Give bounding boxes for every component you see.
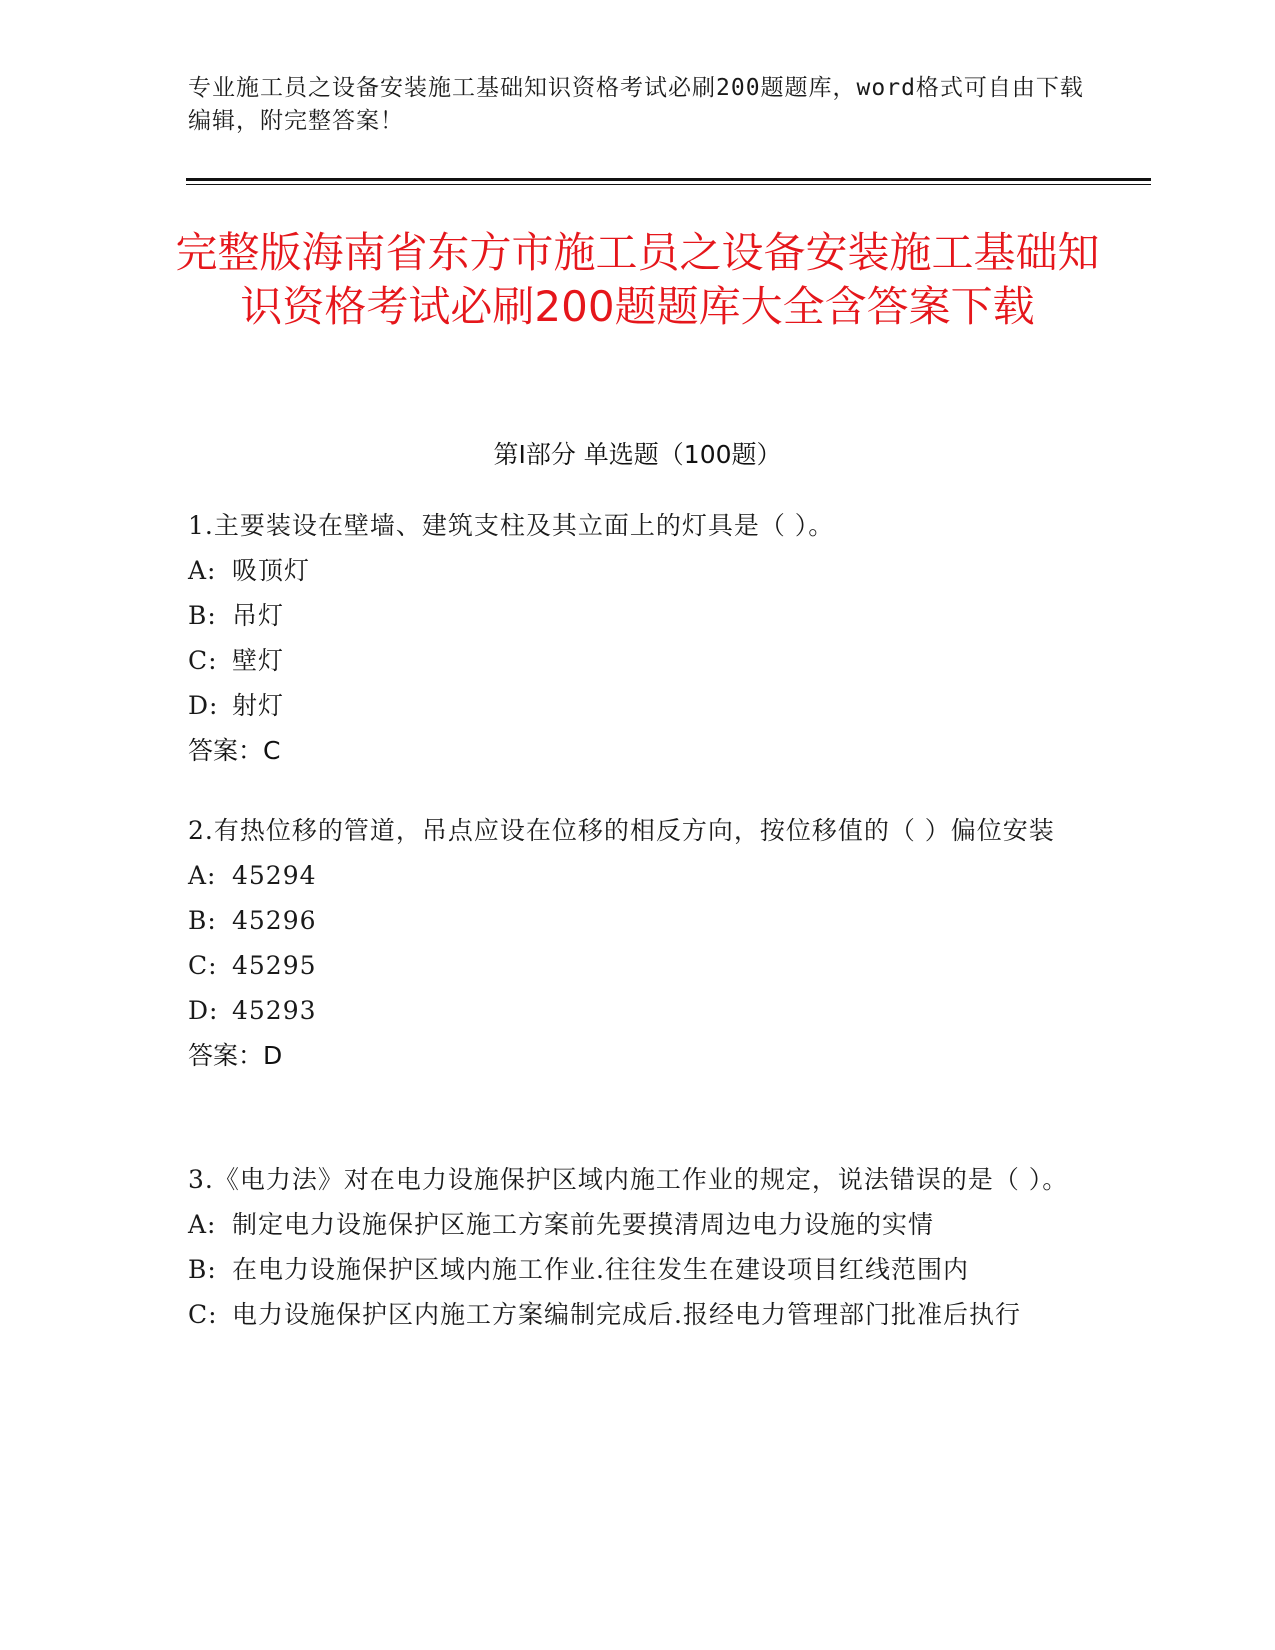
question-1 bbox=[188, 503, 1088, 773]
option-letter: C: bbox=[188, 1300, 218, 1329]
option-letter: A: bbox=[188, 1210, 217, 1239]
question-stem: 1.主要装设在壁墙、建筑支柱及其立面上的灯具是（ ）。 bbox=[188, 511, 835, 540]
header-divider-thick bbox=[186, 178, 1151, 181]
option-text: 在电力设施保护区域内施工作业.往往发生在建设项目红线范围内 bbox=[232, 1255, 969, 1284]
question-2 bbox=[188, 808, 1088, 1078]
answer-line: 答案：C bbox=[188, 736, 281, 765]
option-letter: B: bbox=[188, 601, 217, 630]
question-3 bbox=[188, 1157, 1088, 1337]
option-letter: A: bbox=[188, 861, 217, 890]
option-b bbox=[188, 593, 1088, 638]
option-a bbox=[188, 1202, 1088, 1247]
option-b bbox=[188, 898, 1088, 943]
option-text: 45295 bbox=[232, 951, 317, 980]
option-a bbox=[188, 853, 1088, 898]
option-text: 壁灯 bbox=[232, 646, 285, 675]
option-letter: D: bbox=[188, 691, 219, 720]
option-letter: B: bbox=[188, 1255, 217, 1284]
option-c bbox=[188, 638, 1088, 683]
option-d bbox=[188, 988, 1088, 1033]
option-text: 吊灯 bbox=[232, 601, 285, 630]
option-text: 射灯 bbox=[232, 691, 285, 720]
option-letter: D: bbox=[188, 996, 219, 1025]
option-text: 45293 bbox=[232, 996, 317, 1025]
option-a bbox=[188, 548, 1088, 593]
option-d bbox=[188, 683, 1088, 728]
question-stem: 2.有热位移的管道，吊点应设在位移的相反方向，按位移值的（ ）偏位安装 bbox=[188, 816, 1055, 845]
option-text: 45296 bbox=[232, 906, 317, 935]
section-heading: 第Ⅰ部分 单选题（100题） bbox=[493, 440, 782, 469]
option-text: 制定电力设施保护区施工方案前先要摸清周边电力设施的实情 bbox=[232, 1210, 935, 1239]
option-text: 45294 bbox=[232, 861, 317, 890]
option-letter: C: bbox=[188, 646, 218, 675]
option-letter: C: bbox=[188, 951, 218, 980]
option-b bbox=[188, 1247, 1088, 1292]
document-title: 完整版海南省东方市施工员之设备安装施工基础知识资格考试必刷200题题库大全含答案下载 bbox=[175, 228, 1100, 331]
option-letter: B: bbox=[188, 906, 217, 935]
option-text: 吸顶灯 bbox=[232, 556, 311, 585]
header-divider-thin bbox=[186, 184, 1151, 185]
question-stem: 3.《电力法》对在电力设施保护区域内施工作业的规定，说法错误的是（ ）。 bbox=[188, 1165, 1069, 1194]
option-letter: A: bbox=[188, 556, 217, 585]
option-c bbox=[188, 943, 1088, 988]
answer-line: 答案：D bbox=[188, 1041, 283, 1070]
option-c bbox=[188, 1292, 1088, 1337]
option-text: 电力设施保护区内施工方案编制完成后.报经电力管理部门批准后执行 bbox=[232, 1300, 1021, 1329]
header-note: 专业施工员之设备安装施工基础知识资格考试必刷200题题库，word格式可自由下载编辑，附完整答案！ bbox=[188, 75, 1084, 134]
